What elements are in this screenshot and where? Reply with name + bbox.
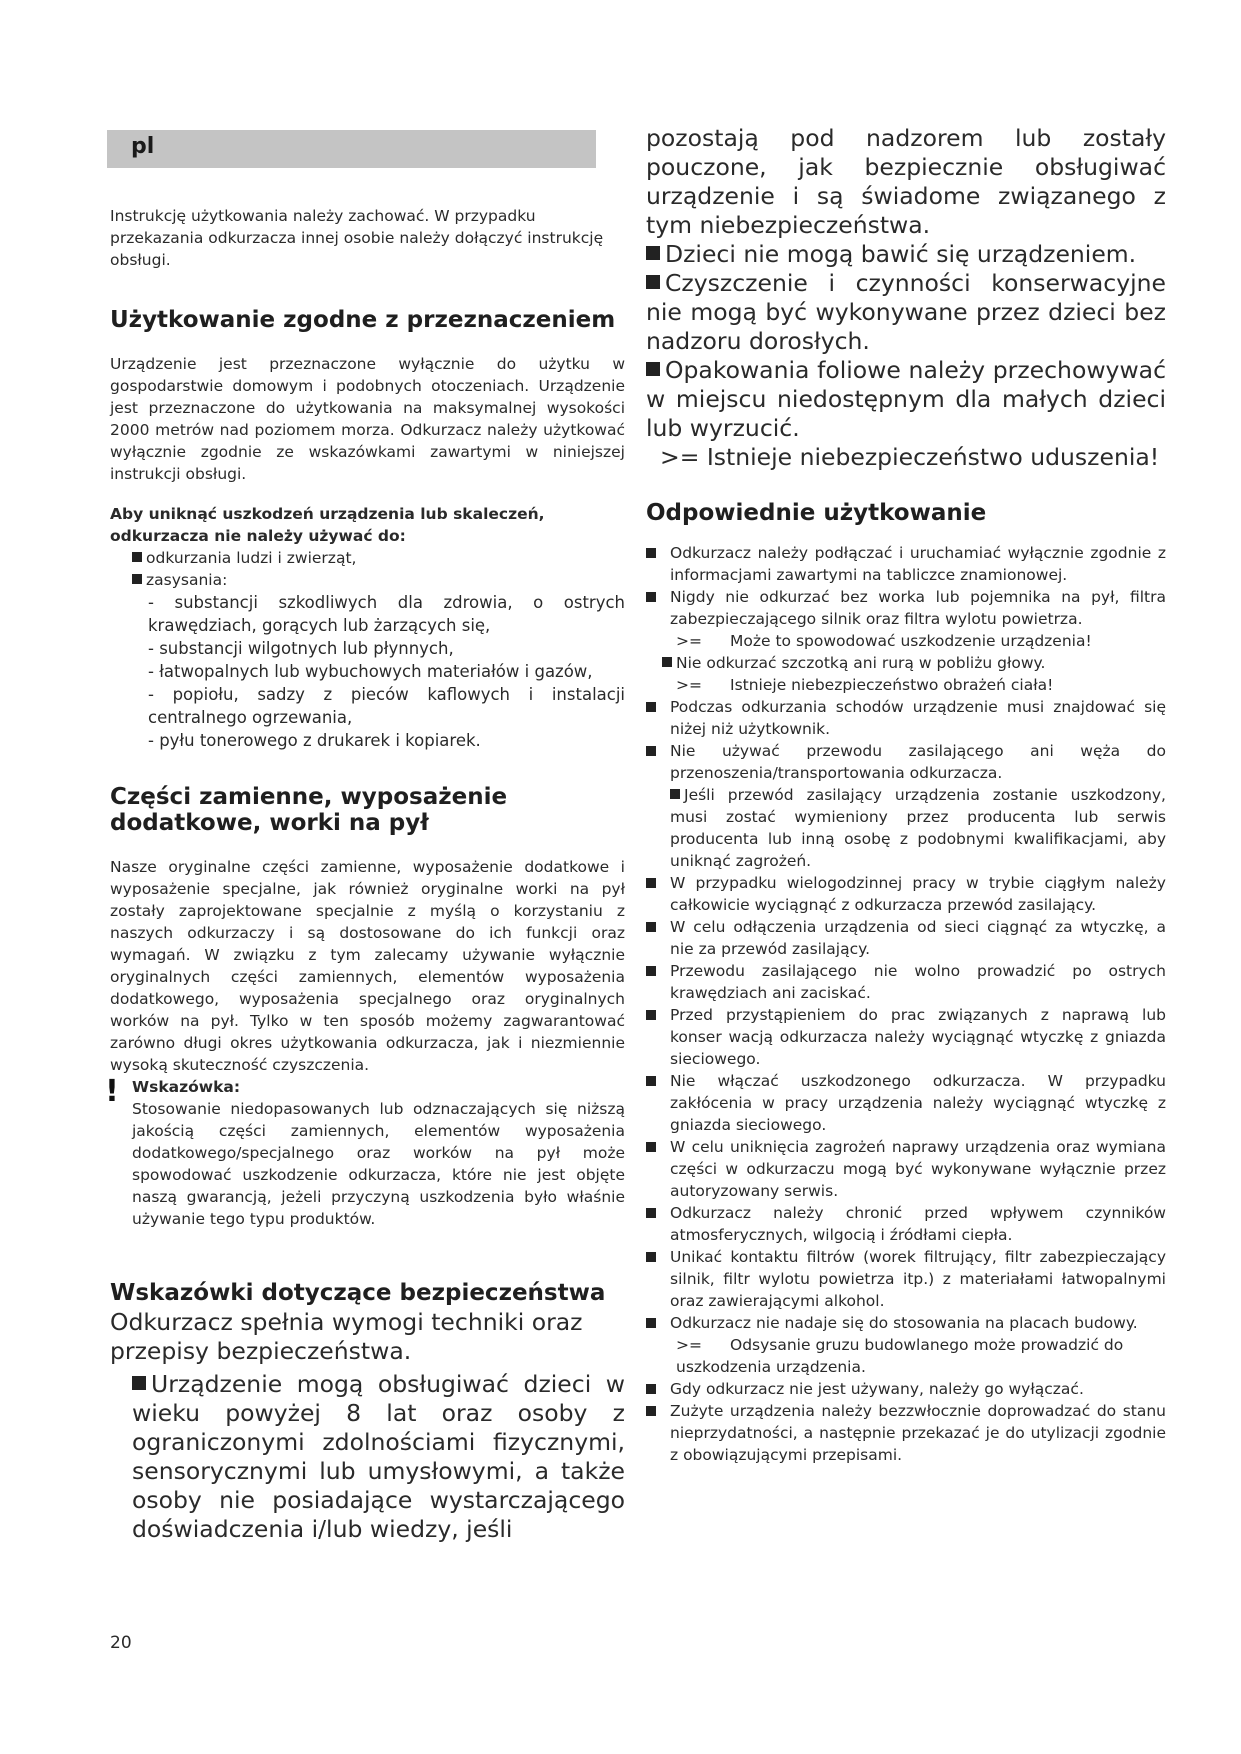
intro-paragraph: Instrukcję użytkowania należy zachować. W przypadku przekazania odkurzacza innej osobie należy dołączyć instrukcję obsługi. [110,207,604,269]
suffocation-warning: >= Istnieje niebezpieczeństwo uduszenia! [660,443,1160,471]
list-item: zasysania: [110,569,625,591]
bullet-square-icon [646,1384,656,1394]
sub-list-item: Nie odkurzać szczotką ani rurą w pobliżu głowy. [646,652,1166,674]
bullet-square-icon [646,246,660,260]
list-item: Gdy odkurzacz nie jest używany, należy go wyłączać. [646,1378,1166,1400]
avoid-damage-intro: Aby uniknąć uszkodzeń urządzenia lub skaleczeń, odkurzacza nie należy używać do: [110,505,545,545]
list-item: Nie używać przewodu zasilającego ani węża do przenoszenia/transportowania odkurzacza. [646,740,1166,784]
arrow-note: >= Odsysanie gruzu budowlanego może prowadzić do uszkodzenia urządzenia. [676,1336,1124,1376]
bullet-square-icon [646,746,656,756]
bullet-square-icon [132,552,142,562]
sub-list-item: - substancji szkodliwych dla zdrowia, o ostrych krawędziach, gorących lub żarzących się, [148,593,625,635]
bullet-square-icon [646,1252,656,1262]
list-item: Nie włączać uszkodzonego odkurzacza. W przypadku zakłócenia w pracy urządzenia należy wyciągnąć wtyczkę z gniazda sieciowego. [646,1070,1166,1136]
note-label: Wskazówka: [132,1078,241,1096]
list-item: W celu odłączenia urządzenia od sieci ciągnąć za wtyczkę, a nie za przewód zasilający. [646,916,1166,960]
bullet-square-icon [646,592,656,602]
section-heading-proper-use: Odpowiednie użytkowanie [646,500,987,526]
sub-list-item: - popiołu, sadzy z pieców kaflowych i instalacji centralnego ogrzewania, [148,685,625,727]
note-text: Stosowanie niedopasowanych lub odznaczających się niższą jakością części zamiennych, elementów wyposażenia dodatkowego/specjalnego oraz worków na pył może spowodować uszkodzenie odkurzacza, które nie jest objęte naszą gwarancją, jeżeli przyczyną uszkodzenia było właśnie używanie tego typu produktów. [132,1100,625,1228]
bullet-square-icon [646,1010,656,1020]
note-block [105,1074,625,1230]
bullet-square-icon [646,1142,656,1152]
sub-list [110,591,625,752]
spare-parts-paragraph: Nasze oryginalne części zamienne, wyposażenie dodatkowe i wyposażenie specjalne, jak również oryginalne worki na pył zostały zaprojektowane specjalnie z myślą o korzystaniu z naszych odkurzaczy i są dostosowane do ich funkcji oraz wymagań. W związku z tym zalecamy używanie wyłącznie oryginalnych części zamiennych, elementów wyposażenia dodatkowego, wyposażenia specjalnego oraz oryginalnych worków na pył. Tylko w ten sposób możemy zagwarantować zarówno długi okres użytkowania odkurzacza, jak i niezmiennie wysoką skuteczność czyszczenia. [110,858,625,1074]
bullet-square-icon [646,1208,656,1218]
list-item: odkurzania ludzi i zwierząt, [110,547,625,569]
language-code: pl [131,134,155,159]
proper-use-list [646,542,1166,1466]
language-header-bar [107,130,596,168]
list-item: W przypadku wielogodzinnej pracy w trybie ciągłym należy całkowicie wyciągnąć z odkurzacza przewód zasilający. [646,872,1166,916]
bullet-square-icon [646,362,660,376]
safety-lead: Odkurzacz spełnia wymogi techniki oraz przepisy bezpieczeństwa. [110,1308,583,1365]
section-heading-spare-parts: Części zamienne, wyposażenie dodatkowe, worki na pył [110,784,508,836]
list-item: Zużyte urządzenia należy bezzwłocznie doprowadzać do stanu nieprzydatności, a następnie przekazać je do utylizacji zgodnie z obowiązującymi przepisami. [646,1400,1166,1466]
bullet-square-icon [646,922,656,932]
list-item: Przewodu zasilającego nie wolno prowadzić po ostrych krawędziach ani zaciskać. [646,960,1166,1004]
exclamation-icon: ! [105,1074,119,1109]
bullet-square-icon [132,574,142,584]
bullet-square-icon [646,275,660,289]
list-item: Podczas odkurzania schodów urządzenie musi znajdować się niżej niż użytkownik. [646,696,1166,740]
right-column [646,124,1166,1466]
bullet-square-icon [670,789,680,799]
bullet-square-icon [646,1076,656,1086]
sub-list-item: - substancji wilgotnych lub płynnych, [148,639,454,658]
bullet-square-icon [662,657,672,667]
list-item: Odkurzacz należy podłączać i uruchamiać wyłącznie zgodnie z informacjami zawartymi na tabliczce znamionowej. [646,542,1166,586]
bullet-square-icon [646,878,656,888]
bullet-square-icon [646,966,656,976]
list-item: Przed przystąpieniem do prac związanych z naprawą lub konser wacją odkurzacza należy wyciągnąć wtyczkę z gniazda sieciowego. [646,1004,1166,1070]
list-item: W celu uniknięcia zagrożeń naprawy urządzenia oraz wymiana części w odkurzaczu mogą być wykonywane wyłącznie przez autoryzowany serwis. [646,1136,1166,1202]
bullet-square-icon [646,1318,656,1328]
section-heading-safety: Wskazówki dotyczące bezpieczeństwa [110,1280,606,1306]
sub-list-item: - łatwopalnych lub wybuchowych materiałów i gazów, [148,662,593,681]
list-item: Nigdy nie odkurzać bez worka lub pojemnika na pył, filtra zabezpieczającego silnik oraz filtra wylotu powietrza. [646,586,1166,630]
list-item: Odkurzacz należy chronić przed wpływem czynników atmosferycznych, wilgocią i źródłami ciepła. [646,1202,1166,1246]
bullet-square-icon [646,548,656,558]
page-number: 20 [110,1633,132,1653]
sub-list-item: - pyłu tonerowego z drukarek i kopiarek. [148,731,481,750]
safety-item-play: Dzieci nie mogą bawić się urządzeniem. [646,240,1166,269]
bullet-square-icon [646,1406,656,1416]
bullet-square-icon [132,1376,146,1390]
arrow-note: >= Może to spowodować uszkodzenie urządzenia! [676,632,1092,650]
safety-item-children-cont: pozostają pod nadzorem lub zostały pouczone, jak bezpiecznie obsługiwać urządzenie i są świadome związanego z tym niebezpieczeństwa. [646,124,1166,239]
list-item: Odkurzacz nie nadaje się do stosowania na placach budowy. [646,1312,1166,1334]
safety-item-children: Urządzenie mogą obsługiwać dzieci w wieku powyżej 8 lat oraz osoby z ograniczonymi zdolnościami fizycznymi, sensorycznymi lub umysłowymi, a także osoby nie posiadające wystarczającego doświadczenia i/lub wiedzy, jeśli [132,1370,625,1543]
list-item: Unikać kontaktu filtrów (worek filtrujący, filtr zabezpieczający silnik, filtr wylotu powietrza itp.) z materiałami łatwopalnymi oraz zawierającymi alkohol. [646,1246,1166,1312]
safety-item-packaging: Opakowania foliowe należy przechowywać w miejscu niedostępnym dla małych dzieci lub wyrzucić. [646,356,1166,442]
section-heading-intended-use: Użytkowanie zgodne z przeznaczeniem [110,307,616,333]
bullet-square-icon [646,702,656,712]
left-column [105,205,625,1544]
safety-item-cleaning: Czyszczenie i czynności konserwacyjne nie mogą być wykonywane przez dzieci bez nadzoru dorosłych. [646,269,1166,355]
intended-use-paragraph: Urządzenie jest przeznaczone wyłącznie do użytku w gospodarstwie domowym i podobnych otoczeniach. Urządzenie jest przeznaczone do użytkowania na maksymalnej wysokości 2000 metrów nad poziomem morza. Odkurzacz należy użytkować wyłącznie zgodnie ze wskazówkami zawartymi w niniejszej instrukcji obsługi. [110,355,625,483]
arrow-note: >= Istnieje niebezpieczeństwo obrażeń ciała! [676,676,1054,694]
sub-list-item: Jeśli przewód zasilający urządzenia zostanie uszkodzony, musi zostać wymieniony przez producenta lub serwis producenta lub inną osobę z podobnymi kwalifikacjami, aby uniknąć zagrożeń. [670,786,1166,870]
